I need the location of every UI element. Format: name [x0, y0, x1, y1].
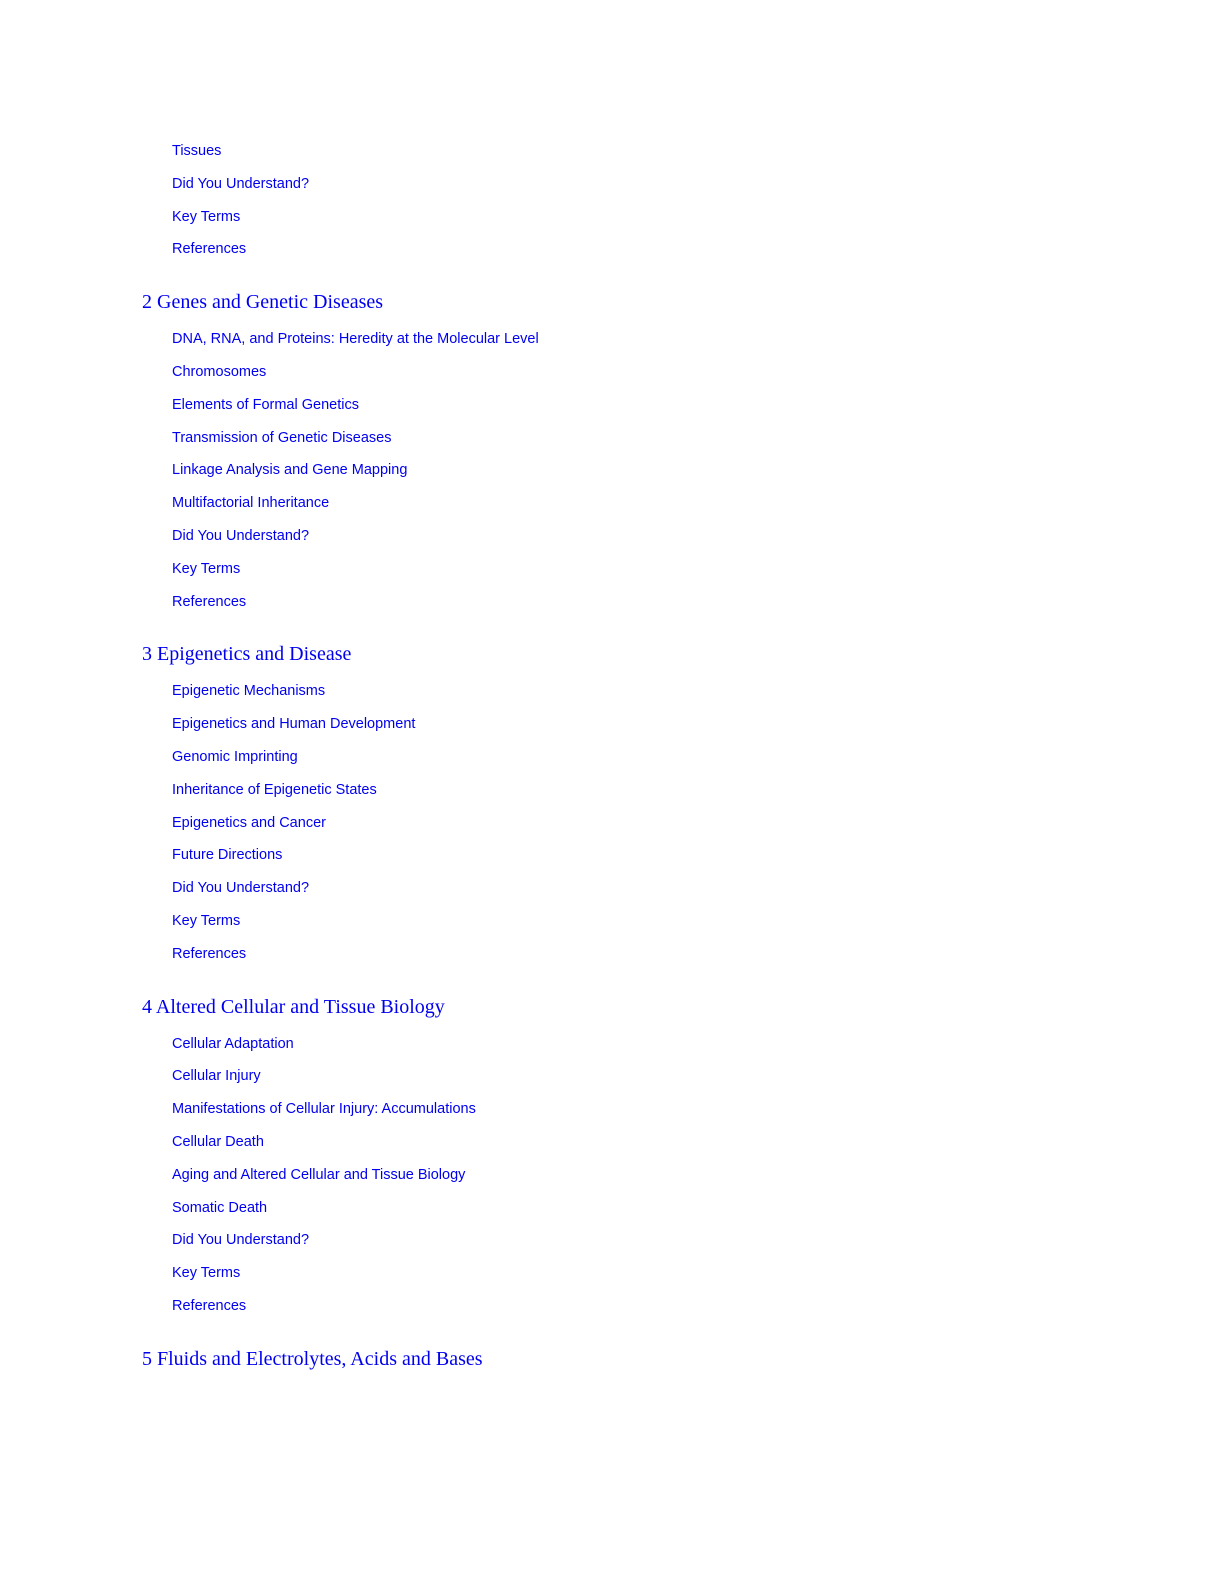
chapter-2-heading-link[interactable]: 2 Genes and Genetic Diseases — [142, 291, 384, 314]
toc-link-somatic-death[interactable]: Somatic Death — [172, 1199, 268, 1216]
toc-link-key-terms[interactable]: Key Terms — [172, 1265, 241, 1282]
chapter-4-heading-link[interactable]: 4 Altered Cellular and Tissue Biology — [142, 995, 445, 1018]
toc-link-multifactorial-inheritance[interactable]: Multifactorial Inheritance — [172, 495, 330, 512]
toc-link-chromosomes[interactable]: Chromosomes — [172, 363, 267, 380]
toc-link-key-terms[interactable]: Key Terms — [172, 560, 241, 577]
toc-link-elements-of-formal-genetics[interactable]: Elements of Formal Genetics — [172, 396, 359, 413]
toc-link-dna-rna-proteins[interactable]: DNA, RNA, and Proteins: Heredity at the Molecular Level — [172, 331, 539, 348]
toc-link-manifestations-cellular-injury[interactable]: Manifestations of Cellular Injury: Accumulations — [172, 1101, 476, 1118]
toc-link-key-terms[interactable]: Key Terms — [172, 208, 241, 225]
toc-link-epigenetic-mechanisms[interactable]: Epigenetic Mechanisms — [172, 683, 326, 700]
toc-link-references[interactable]: References — [172, 1297, 247, 1314]
toc-link-references[interactable]: References — [172, 241, 247, 258]
toc-link-did-you-understand[interactable]: Did You Understand? — [172, 1232, 310, 1249]
toc-link-did-you-understand[interactable]: Did You Understand? — [172, 527, 310, 544]
toc-link-cellular-adaptation[interactable]: Cellular Adaptation — [172, 1035, 294, 1052]
toc-link-future-directions[interactable]: Future Directions — [172, 847, 283, 864]
toc-link-tissues[interactable]: Tissues — [172, 143, 222, 159]
toc-link-aging-altered-cellular[interactable]: Aging and Altered Cellular and Tissue Biology — [172, 1166, 466, 1183]
toc-link-did-you-understand[interactable]: Did You Understand? — [172, 175, 310, 192]
toc-link-genomic-imprinting[interactable]: Genomic Imprinting — [172, 748, 298, 765]
toc-link-epigenetics-human-development[interactable]: Epigenetics and Human Development — [172, 716, 416, 733]
chapter-5-heading-link[interactable]: 5 Fluids and Electrolytes, Acids and Bases — [142, 1347, 483, 1370]
toc-link-cellular-death[interactable]: Cellular Death — [172, 1133, 264, 1150]
table-of-contents — [142, 139, 1042, 1384]
toc-link-key-terms[interactable]: Key Terms — [172, 912, 241, 929]
toc-link-transmission-of-genetic-diseases[interactable]: Transmission of Genetic Diseases — [172, 429, 392, 446]
toc-link-did-you-understand[interactable]: Did You Understand? — [172, 880, 310, 897]
toc-link-epigenetics-and-cancer[interactable]: Epigenetics and Cancer — [172, 814, 326, 831]
toc-link-linkage-analysis[interactable]: Linkage Analysis and Gene Mapping — [172, 462, 408, 479]
toc-link-references[interactable]: References — [172, 945, 247, 962]
toc-link-references[interactable]: References — [172, 593, 247, 610]
chapter-3-heading-link[interactable]: 3 Epigenetics and Disease — [142, 643, 352, 666]
toc-link-inheritance-epigenetic-states[interactable]: Inheritance of Epigenetic States — [172, 781, 377, 798]
toc-link-cellular-injury[interactable]: Cellular Injury — [172, 1068, 261, 1085]
